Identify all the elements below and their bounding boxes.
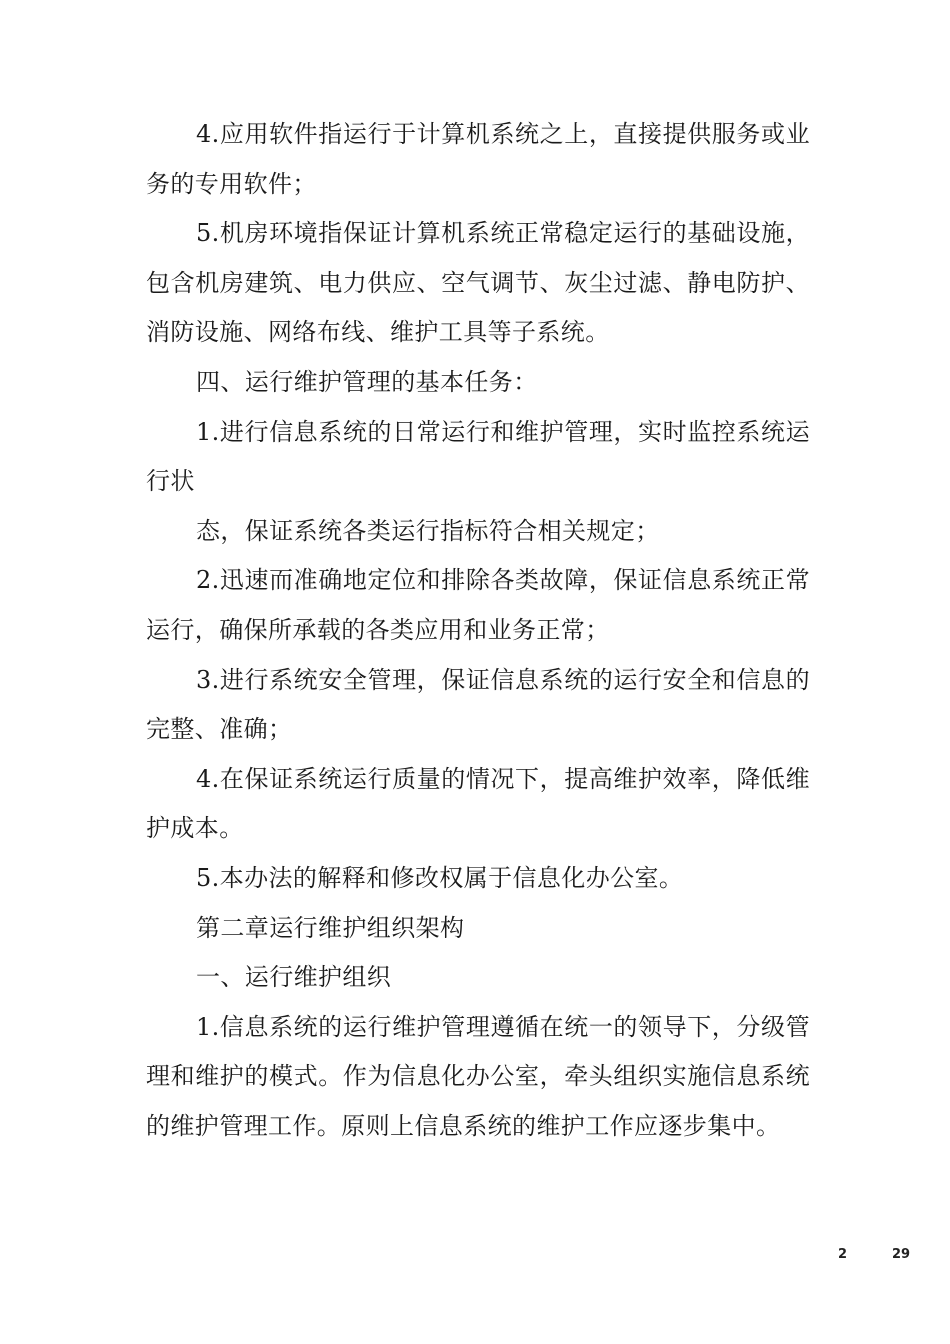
page-total: 29	[892, 1247, 911, 1262]
section-heading-basic-tasks: 四、运行维护管理的基本任务：	[196, 367, 538, 396]
page-footer	[0, 1247, 950, 1267]
paragraph-task-5: 5.本办法的解释和修改权属于信息化办公室。	[196, 863, 684, 892]
paragraph-task-2: 2.迅速而准确地定位和排除各类故障，保证信息系统正常运行，确保所承载的各类应用和业务正常；	[146, 566, 810, 644]
paragraph-task-3: 3.进行系统安全管理，保证信息系统的运行安全和信息的完整、准确；	[146, 665, 810, 744]
chapter-heading: 第二章运行维护组织架构	[196, 913, 465, 942]
paragraph-task-4: 4.在保证系统运行质量的情况下，提高维护效率，降低维护成本。	[146, 764, 810, 843]
paragraph-task-1-continued: 态，保证系统各类运行指标符合相关规定；	[196, 516, 660, 545]
section-heading-organization: 一、运行维护组织	[196, 963, 392, 992]
paragraph-organization-1: 1.信息系统的运行维护管理遵循在统一的领导下，分级管理和维护的模式。作为信息化办公室，牵头组织实施信息系统的维护管理工作。原则上信息系统的维护工作应逐步集中。	[146, 1012, 810, 1140]
paragraph-task-1: 1.进行信息系统的日常运行和维护管理，实时监控系统运行状	[146, 417, 810, 496]
document-body	[146, 110, 810, 1151]
page-number: 2	[838, 1247, 848, 1262]
paragraph-machine-room: 5.机房环境指保证计算机系统正常稳定运行的基础设施，包含机房建筑、电力供应、空气调节、灰尘过滤、静电防护、消防设施、网络布线、维护工具等子系统。	[146, 219, 810, 347]
paragraph-app-software: 4.应用软件指运行于计算机系统之上，直接提供服务或业务的专用软件；	[146, 120, 810, 198]
